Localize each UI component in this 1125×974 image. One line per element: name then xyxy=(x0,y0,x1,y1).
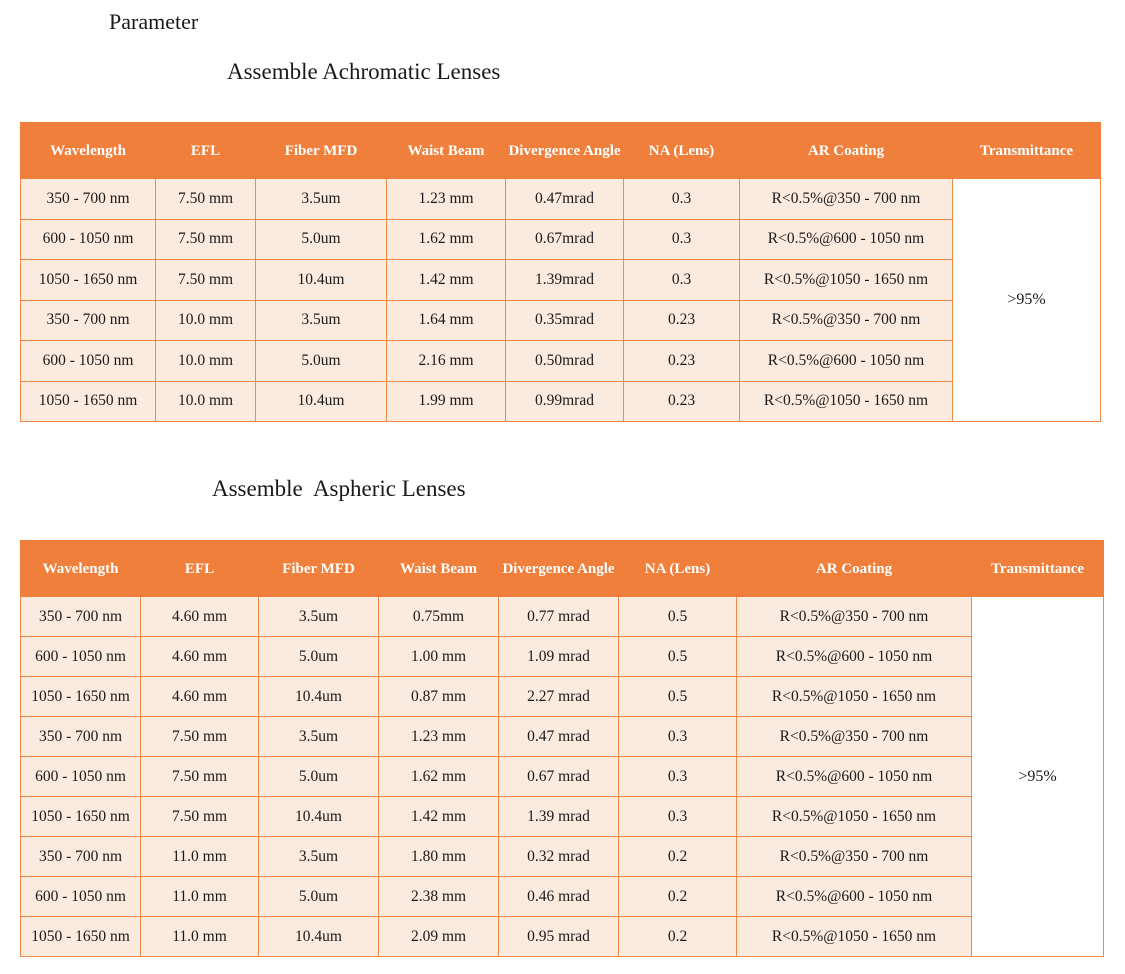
cell-divergence-angle: 0.67mrad xyxy=(506,219,624,260)
cell-efl: 7.50 mm xyxy=(141,757,259,797)
cell-divergence-angle: 0.32 mrad xyxy=(499,837,619,877)
col-header-na-lens: NA (Lens) xyxy=(624,123,740,179)
aspheric-lens-table xyxy=(20,540,1104,957)
col-header-waist-beam: Waist Beam xyxy=(379,541,499,597)
cell-transmittance: >95% xyxy=(972,597,1104,957)
cell-waist-beam: 1.99 mm xyxy=(387,381,506,422)
table-row xyxy=(21,757,1104,797)
cell-wavelength: 350 - 700 nm xyxy=(21,837,141,877)
cell-divergence-angle: 0.99mrad xyxy=(506,381,624,422)
cell-na-lens: 0.3 xyxy=(619,757,737,797)
table-row xyxy=(21,877,1104,917)
cell-ar-coating: R<0.5%@350 - 700 nm xyxy=(740,300,953,341)
cell-ar-coating: R<0.5%@350 - 700 nm xyxy=(737,717,972,757)
table-row xyxy=(21,260,1101,301)
cell-waist-beam: 0.75mm xyxy=(379,597,499,637)
cell-ar-coating: R<0.5%@350 - 700 nm xyxy=(737,597,972,637)
col-header-ar-coating: AR Coating xyxy=(740,123,953,179)
cell-efl: 10.0 mm xyxy=(156,300,256,341)
achromatic-lens-table xyxy=(20,122,1101,422)
cell-ar-coating: R<0.5%@350 - 700 nm xyxy=(737,837,972,877)
cell-divergence-angle: 0.50mrad xyxy=(506,341,624,382)
col-header-divergence-angle: Divergence Angle xyxy=(499,541,619,597)
cell-na-lens: 0.3 xyxy=(624,219,740,260)
cell-na-lens: 0.2 xyxy=(619,877,737,917)
cell-wavelength: 1050 - 1650 nm xyxy=(21,677,141,717)
cell-na-lens: 0.3 xyxy=(624,179,740,220)
cell-waist-beam: 1.80 mm xyxy=(379,837,499,877)
table-row xyxy=(21,219,1101,260)
table-row xyxy=(21,637,1104,677)
cell-ar-coating: R<0.5%@1050 - 1650 nm xyxy=(740,260,953,301)
cell-fiber-mfd: 3.5um xyxy=(259,597,379,637)
cell-efl: 7.50 mm xyxy=(156,179,256,220)
cell-fiber-mfd: 3.5um xyxy=(256,300,387,341)
table-row xyxy=(21,837,1104,877)
table-row xyxy=(21,300,1101,341)
col-header-divergence-angle: Divergence Angle xyxy=(506,123,624,179)
col-header-transmittance: Transmittance xyxy=(972,541,1104,597)
cell-waist-beam: 2.38 mm xyxy=(379,877,499,917)
cell-divergence-angle: 0.35mrad xyxy=(506,300,624,341)
cell-divergence-angle: 0.46 mrad xyxy=(499,877,619,917)
table-header-row xyxy=(21,123,1101,179)
cell-ar-coating: R<0.5%@600 - 1050 nm xyxy=(737,637,972,677)
cell-efl: 11.0 mm xyxy=(141,837,259,877)
cell-ar-coating: R<0.5%@1050 - 1650 nm xyxy=(737,677,972,717)
cell-fiber-mfd: 10.4um xyxy=(259,677,379,717)
cell-waist-beam: 1.23 mm xyxy=(379,717,499,757)
col-header-efl: EFL xyxy=(156,123,256,179)
col-header-transmittance: Transmittance xyxy=(953,123,1101,179)
cell-fiber-mfd: 10.4um xyxy=(259,917,379,957)
col-header-fiber-mfd: Fiber MFD xyxy=(259,541,379,597)
cell-fiber-mfd: 3.5um xyxy=(259,837,379,877)
cell-na-lens: 0.3 xyxy=(619,797,737,837)
cell-fiber-mfd: 3.5um xyxy=(259,717,379,757)
cell-wavelength: 350 - 700 nm xyxy=(21,597,141,637)
cell-efl: 7.50 mm xyxy=(141,797,259,837)
cell-wavelength: 600 - 1050 nm xyxy=(21,341,156,382)
cell-ar-coating: R<0.5%@600 - 1050 nm xyxy=(740,219,953,260)
cell-efl: 10.0 mm xyxy=(156,381,256,422)
cell-waist-beam: 1.62 mm xyxy=(387,219,506,260)
cell-ar-coating: R<0.5%@1050 - 1650 nm xyxy=(740,381,953,422)
table-row xyxy=(21,917,1104,957)
cell-wavelength: 1050 - 1650 nm xyxy=(21,381,156,422)
cell-na-lens: 0.5 xyxy=(619,597,737,637)
cell-ar-coating: R<0.5%@1050 - 1650 nm xyxy=(737,917,972,957)
cell-wavelength: 350 - 700 nm xyxy=(21,300,156,341)
cell-ar-coating: R<0.5%@1050 - 1650 nm xyxy=(737,797,972,837)
cell-waist-beam: 0.87 mm xyxy=(379,677,499,717)
cell-na-lens: 0.5 xyxy=(619,677,737,717)
cell-transmittance: >95% xyxy=(953,179,1101,422)
cell-divergence-angle: 1.09 mrad xyxy=(499,637,619,677)
cell-efl: 4.60 mm xyxy=(141,637,259,677)
cell-divergence-angle: 0.77 mrad xyxy=(499,597,619,637)
aspheric-title: Assemble Aspheric Lenses xyxy=(212,476,466,501)
cell-na-lens: 0.23 xyxy=(624,300,740,341)
cell-divergence-angle: 0.67 mrad xyxy=(499,757,619,797)
cell-efl: 7.50 mm xyxy=(156,260,256,301)
cell-wavelength: 1050 - 1650 nm xyxy=(21,797,141,837)
cell-efl: 10.0 mm xyxy=(156,341,256,382)
cell-na-lens: 0.3 xyxy=(624,260,740,301)
cell-na-lens: 0.2 xyxy=(619,917,737,957)
cell-divergence-angle: 0.47 mrad xyxy=(499,717,619,757)
table-row xyxy=(21,597,1104,637)
table-row xyxy=(21,381,1101,422)
cell-na-lens: 0.23 xyxy=(624,381,740,422)
cell-ar-coating: R<0.5%@350 - 700 nm xyxy=(740,179,953,220)
cell-divergence-angle: 2.27 mrad xyxy=(499,677,619,717)
cell-divergence-angle: 1.39mrad xyxy=(506,260,624,301)
cell-na-lens: 0.2 xyxy=(619,837,737,877)
cell-fiber-mfd: 5.0um xyxy=(259,637,379,677)
table-row xyxy=(21,797,1104,837)
col-header-wavelength: Wavelength xyxy=(21,541,141,597)
cell-divergence-angle: 0.47mrad xyxy=(506,179,624,220)
cell-fiber-mfd: 5.0um xyxy=(256,341,387,382)
table-header-row xyxy=(21,541,1104,597)
col-header-fiber-mfd: Fiber MFD xyxy=(256,123,387,179)
col-header-waist-beam: Waist Beam xyxy=(387,123,506,179)
cell-waist-beam: 1.23 mm xyxy=(387,179,506,220)
cell-wavelength: 600 - 1050 nm xyxy=(21,637,141,677)
cell-efl: 7.50 mm xyxy=(141,717,259,757)
cell-fiber-mfd: 5.0um xyxy=(259,877,379,917)
cell-wavelength: 350 - 700 nm xyxy=(21,717,141,757)
col-header-na-lens: NA (Lens) xyxy=(619,541,737,597)
cell-waist-beam: 2.16 mm xyxy=(387,341,506,382)
cell-efl: 4.60 mm xyxy=(141,677,259,717)
table-row xyxy=(21,677,1104,717)
cell-fiber-mfd: 10.4um xyxy=(256,260,387,301)
cell-wavelength: 600 - 1050 nm xyxy=(21,757,141,797)
col-header-wavelength: Wavelength xyxy=(21,123,156,179)
cell-waist-beam: 1.42 mm xyxy=(379,797,499,837)
cell-ar-coating: R<0.5%@600 - 1050 nm xyxy=(740,341,953,382)
cell-wavelength: 600 - 1050 nm xyxy=(21,877,141,917)
cell-wavelength: 1050 - 1650 nm xyxy=(21,917,141,957)
page-heading: Parameter xyxy=(109,9,199,34)
cell-divergence-angle: 0.95 mrad xyxy=(499,917,619,957)
cell-fiber-mfd: 10.4um xyxy=(256,381,387,422)
cell-waist-beam: 1.42 mm xyxy=(387,260,506,301)
table-row xyxy=(21,179,1101,220)
col-header-efl: EFL xyxy=(141,541,259,597)
cell-ar-coating: R<0.5%@600 - 1050 nm xyxy=(737,877,972,917)
cell-efl: 7.50 mm xyxy=(156,219,256,260)
cell-divergence-angle: 1.39 mrad xyxy=(499,797,619,837)
cell-waist-beam: 1.00 mm xyxy=(379,637,499,677)
cell-fiber-mfd: 10.4um xyxy=(259,797,379,837)
table-row xyxy=(21,717,1104,757)
cell-na-lens: 0.3 xyxy=(619,717,737,757)
cell-waist-beam: 1.62 mm xyxy=(379,757,499,797)
cell-wavelength: 350 - 700 nm xyxy=(21,179,156,220)
cell-wavelength: 1050 - 1650 nm xyxy=(21,260,156,301)
achromatic-title: Assemble Achromatic Lenses xyxy=(227,59,501,84)
cell-fiber-mfd: 5.0um xyxy=(256,219,387,260)
cell-efl: 11.0 mm xyxy=(141,877,259,917)
cell-efl: 11.0 mm xyxy=(141,917,259,957)
cell-na-lens: 0.5 xyxy=(619,637,737,677)
cell-ar-coating: R<0.5%@600 - 1050 nm xyxy=(737,757,972,797)
cell-efl: 4.60 mm xyxy=(141,597,259,637)
col-header-ar-coating: AR Coating xyxy=(737,541,972,597)
cell-fiber-mfd: 5.0um xyxy=(259,757,379,797)
cell-wavelength: 600 - 1050 nm xyxy=(21,219,156,260)
cell-waist-beam: 2.09 mm xyxy=(379,917,499,957)
cell-waist-beam: 1.64 mm xyxy=(387,300,506,341)
table-row xyxy=(21,341,1101,382)
cell-na-lens: 0.23 xyxy=(624,341,740,382)
cell-fiber-mfd: 3.5um xyxy=(256,179,387,220)
